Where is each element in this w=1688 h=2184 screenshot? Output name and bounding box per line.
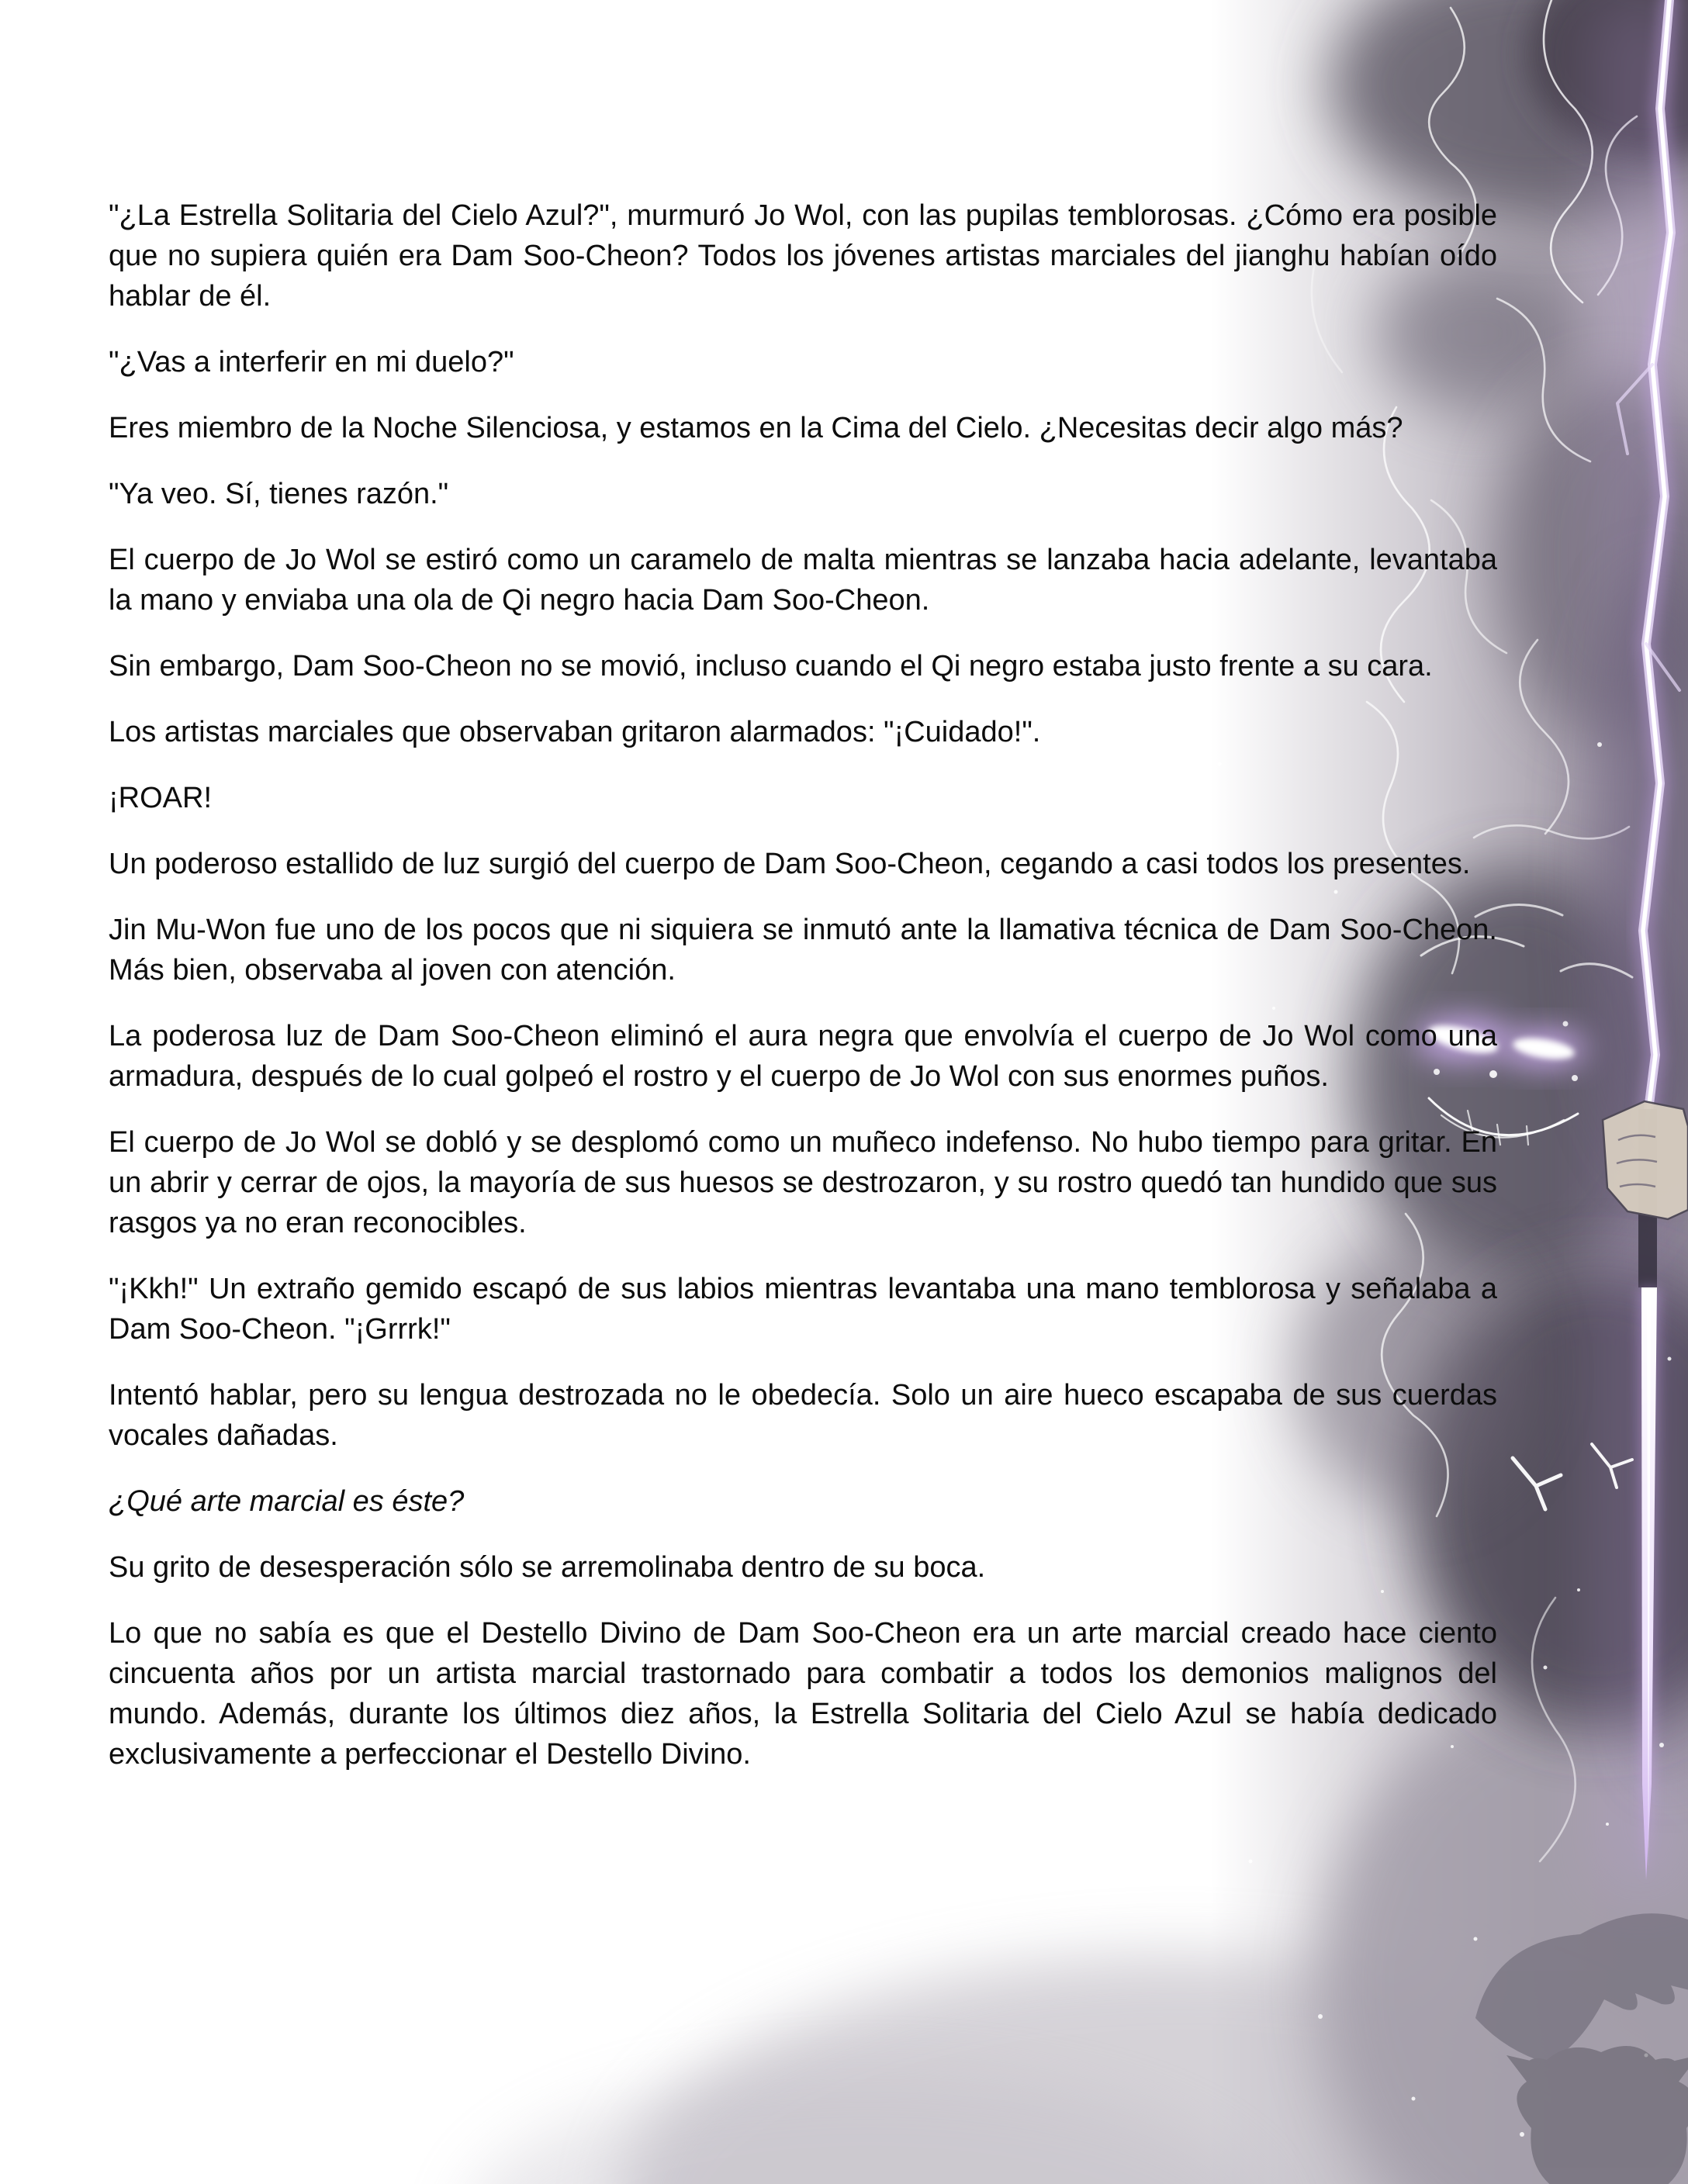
paragraph: Su grito de desesperación sólo se arremolinaba dentro de su boca. [109, 1551, 986, 1584]
paragraph: Eres miembro de la Noche Silenciosa, y estamos en la Cima del Cielo. ¿Necesitas decir algo más? [109, 412, 1403, 444]
paragraph: "¿Vas a interferir en mi duelo?" [109, 346, 514, 378]
paragraph: "¿La Estrella Solitaria del Cielo Azul?", murmuró Jo Wol, con las pupilas temblorosas. ¿Cómo era posible que no supiera quién era Dam Soo-Cheon? Todos los jóvenes artistas marciales del jianghu habían oído hablar de él. [109, 199, 1497, 313]
paragraph: Jin Mu-Won fue uno de los pocos que ni siquiera se inmutó ante la llamativa técnica de Dam Soo-Cheon. Más bien, observaba al joven con atención. [109, 914, 1497, 987]
paragraph: "¡Kkh!" Un extraño gemido escapó de sus labios mientras levantaba una mano temblorosa y señalaba a Dam Soo-Cheon. "¡Grrrk!" [109, 1273, 1497, 1346]
paragraph: La poderosa luz de Dam Soo-Cheon eliminó el aura negra que envolvía el cuerpo de Jo Wol como una armadura, después de lo cual golpeó el rostro y el cuerpo de Jo Wol con sus enormes puños. [109, 1020, 1497, 1093]
novel-text [109, 195, 1497, 1800]
paragraph: "Ya veo. Sí, tienes razón." [109, 478, 449, 510]
paragraph: ¡ROAR! [109, 782, 212, 814]
paragraph: El cuerpo de Jo Wol se dobló y se desplomó como un muñeco indefenso. No hubo tiempo para gritar. En un abrir y cerrar de ojos, la mayoría de sus huesos se destrozaron, y su rostro quedó tan hundido que sus rasgos ya no eran reconocibles. [109, 1126, 1497, 1239]
paragraph: Lo que no sabía es que el Destello Divino de Dam Soo-Cheon era un arte marcial creado hace ciento cincuenta años por un artista marcial trastornado para combatir a todos los demonios malignos del mundo. Además, durante los últimos diez años, la Estrella Solitaria del Cielo Azul se había dedicado exclusivamente a perfeccionar el Destello Divino. [109, 1617, 1497, 1771]
paragraph: Intentó hablar, pero su lengua destrozada no le obedecía. Solo un aire hueco escapaba de sus cuerdas vocales dañadas. [109, 1379, 1497, 1452]
paragraph: ¿Qué arte marcial es éste? [109, 1485, 465, 1518]
paragraph: El cuerpo de Jo Wol se estiró como un caramelo de malta mientras se lanzaba hacia adelante, levantaba la mano y enviaba una ola de Qi negro hacia Dam Soo-Cheon. [109, 544, 1497, 617]
paragraph: Los artistas marciales que observaban gritaron alarmados: "¡Cuidado!". [109, 716, 1041, 748]
paragraph: Un poderoso estallido de luz surgió del cuerpo de Dam Soo-Cheon, cegando a casi todos los presentes. [109, 848, 1471, 880]
paragraph: Sin embargo, Dam Soo-Cheon no se movió, incluso cuando el Qi negro estaba justo frente a su cara. [109, 650, 1433, 682]
